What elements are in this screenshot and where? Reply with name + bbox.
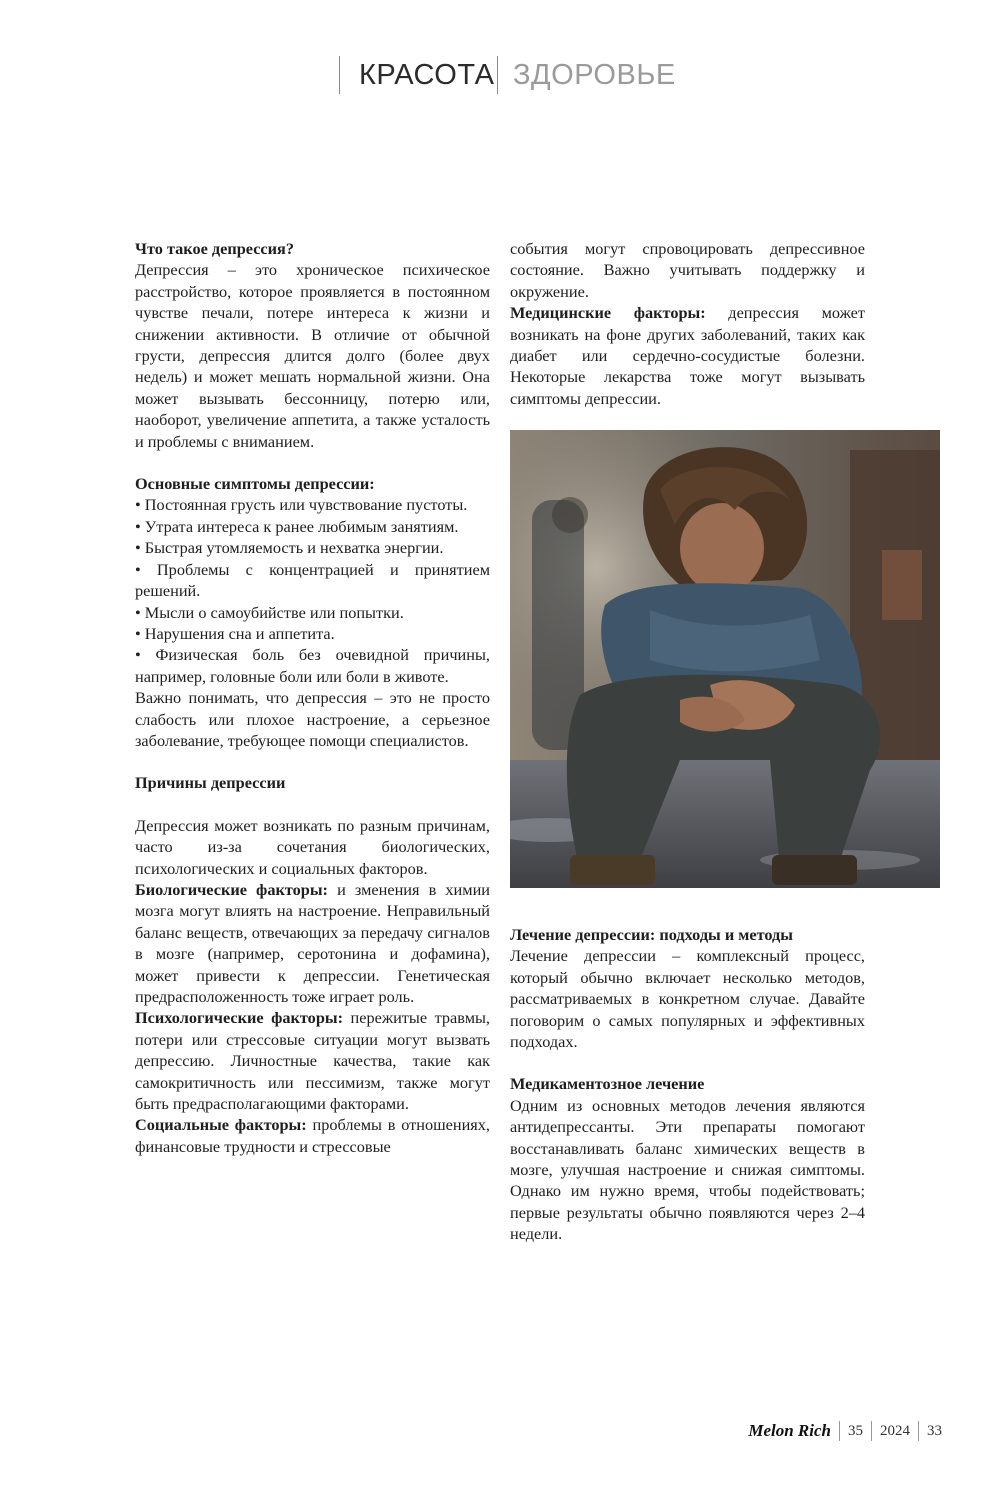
section-label-beauty[interactable]: КРАСОТА: [359, 59, 495, 91]
symptom-item: • Утрата интереса к ранее любимым занятиям.: [135, 516, 459, 536]
photo-illustration: [510, 430, 940, 888]
heading-medication: Медикаментозное лечение: [510, 1074, 705, 1094]
symptom-item: • Физическая боль без очевидной причины, например, головные боли или боли в животе.: [135, 645, 490, 686]
header-divider-middle: [497, 56, 498, 94]
paragraph-medication: Одним из основных методов лечения являются антидепрессанты. Эти препараты помогают восстанавливать баланс химических веществ в мозге, улучшая настроение и снижая симптомы. Однако им нужно время, чтобы подействовать; первые результаты обычно появляются через 2–4 недели.: [510, 1095, 865, 1244]
article-column-left: [135, 238, 490, 1157]
symptom-item: • Быстрая утомляемость и нехватка энергии.: [135, 538, 444, 558]
paragraph-biological-factors: [135, 879, 490, 1007]
symptom-item: • Нарушения сна и аппетита.: [135, 623, 335, 643]
heading-symptoms: Основные симптомы депрессии:: [135, 474, 375, 494]
heading-what-is-depression: Что такое депрессия?: [135, 239, 294, 258]
issue-year: 2024: [880, 1422, 910, 1439]
label-medical: Медицинские факторы:: [510, 303, 706, 323]
section-label-health[interactable]: ЗДОРОВЬЕ: [513, 59, 676, 91]
text-biological: и зменения в химии мозга могут влиять на настроение. Неправильный баланс веществ, отвечающих за передачу сигналов в мозге (например, серотонина и дофамина), может привести к депрессии. Генетическая предрасположенность тоже играет роль.: [135, 879, 490, 1006]
paragraph-treatment: Лечение депрессии – комплексный процесс, который обычно включает несколько методов, рассматриваемых в конкретном случае. Давайте поговорим о самых популярных и эффективных подходах.: [510, 946, 865, 1052]
footer-divider: [871, 1421, 872, 1441]
paragraph-social-factors: [135, 1114, 490, 1157]
symptom-item: • Мысли о самоубийстве или попытки.: [135, 602, 404, 622]
footer-divider: [918, 1421, 919, 1441]
issue-number: 35: [848, 1422, 863, 1439]
paragraph-medical-factors: [510, 302, 865, 409]
symptom-item: • Проблемы с концентрацией и принятием решений.: [135, 559, 490, 601]
header-divider-left: [339, 56, 340, 94]
section-header: [0, 52, 1000, 96]
paragraph-definition: Депрессия – это хроническое психическое расстройство, которое проявляется в постоянном чувстве печали, потере интереса к жизни и снижении активности. В отличие от обычной грусти, депрессия длится долго (более двух недель) и может мешать нормальной жизни. Она может вызывать бессонницу, потерю или, наоборот, увеличение аппетита, а также усталость и проблемы с вниманием.: [135, 260, 490, 451]
paragraph-causes-intro: Депрессия может возникать по разным причинам, часто из-за сочетания биологических, психологических и социальных факторов.: [135, 815, 490, 878]
symptom-item: • Постоянная грусть или чувствование пустоты.: [135, 495, 468, 515]
article-column-right-lower: [510, 924, 865, 1245]
label-social: Социальные факторы:: [135, 1115, 307, 1135]
heading-causes: Причины депрессии: [135, 773, 286, 793]
article-column-right: [510, 238, 865, 409]
heading-treatment: Лечение депрессии: подходы и методы: [510, 925, 794, 944]
article-photo-depressed-man: [510, 430, 940, 888]
page-footer: [748, 1419, 942, 1443]
text-social: проблемы в отношениях, финансовые трудности и стрессовые: [135, 1115, 490, 1156]
paragraph-social-continued: события могут спровоцировать депрессивное состояние. Важно учитывать поддержку и окружение.: [510, 239, 865, 301]
label-psychological: Психологические факторы:: [135, 1008, 344, 1028]
label-biological: Биологические факторы:: [135, 879, 328, 899]
magazine-logo: Melon Rich: [748, 1421, 831, 1440]
page-number: 33: [927, 1422, 942, 1439]
text-medical: депрессия может возникать на фоне других заболеваний, таких как диабет или сердечно-сосудистые болезни. Некоторые лекарства тоже могут вызывать симптомы депрессии.: [510, 303, 865, 408]
footer-divider: [839, 1421, 840, 1441]
text-psychological: пережитые травмы, потери или стрессовые ситуации могут вызвать депрессию. Личностные качества, такие как самокритичность или пессимизм, также могут быть предрасполагающими факторами.: [135, 1008, 491, 1114]
paragraph-symptoms-note: Важно понимать, что депрессия – это не просто слабость или плохое настроение, а серьезное заболевание, требующее помощи специалистов.: [135, 688, 490, 750]
paragraph-psychological-factors: [135, 1007, 490, 1114]
